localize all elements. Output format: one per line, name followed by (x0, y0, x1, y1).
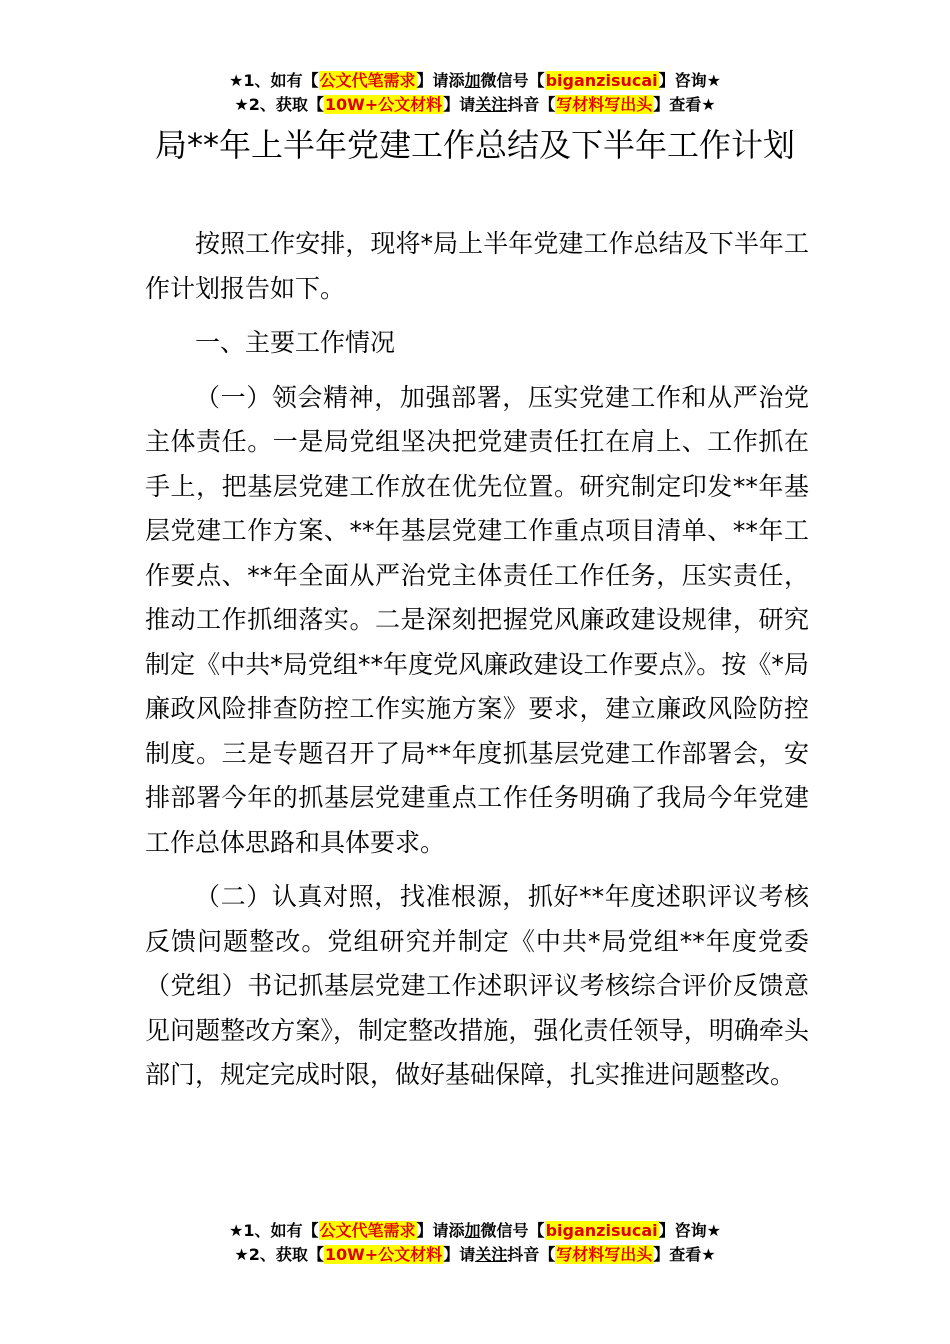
banner-text: 关注 (475, 1245, 508, 1264)
banner-text: ★2、获取【 (234, 95, 324, 114)
highlight-materials: 10W+公文材料 (324, 95, 443, 114)
intro-paragraph: 按照工作安排，现将*局上半年党建工作总结及下半年工作计划报告如下。 (145, 229, 809, 303)
section-heading: 一、主要工作情况 (195, 328, 396, 357)
banner-line-2 (0, 1244, 950, 1268)
highlight-douyin-account: 写材料写出头 (556, 1245, 653, 1264)
banner-text: 】请 (443, 1245, 476, 1264)
footer-banner (0, 1220, 950, 1268)
banner-text: 抖音【 (507, 1245, 556, 1264)
banner-line-2 (0, 94, 950, 118)
highlight-service: 公文代笔需求 (319, 71, 416, 90)
banner-text: 】咨询★ (658, 71, 721, 90)
banner-text: 】查看★ (653, 1245, 716, 1264)
banner-text: 微信号【 (480, 1221, 545, 1240)
banner-text: 】请 (443, 95, 476, 114)
banner-text: 】请添 (416, 71, 465, 90)
highlight-materials: 10W+公文材料 (324, 1245, 443, 1264)
banner-text: 】咨询★ (658, 1221, 721, 1240)
highlight-wechat-id: biganzisucai (545, 71, 658, 90)
banner-line-1 (0, 1220, 950, 1244)
banner-text: ★1、如有【 (229, 1221, 319, 1240)
header-banner (0, 70, 950, 118)
banner-text: 抖音【 (507, 95, 556, 114)
banner-text: 加 (464, 71, 481, 90)
highlight-wechat-id: biganzisucai (545, 1221, 658, 1240)
document-title: 局**年上半年党建工作总结及下半年工作计划 (154, 126, 795, 164)
banner-text: ★2、获取【 (234, 1245, 324, 1264)
highlight-douyin-account: 写材料写出头 (556, 95, 653, 114)
paragraph-1: （一）领会精神，加强部署，压实党建工作和从严治党主体责任。一是局党组坚决把党建责任扛在肩上、工作抓在手上，把基层党建工作放在优先位置。研究制定印发**年基层党建工作方案、**年基层党建工作重点项目清单、**年工作要点、**年全面从严治党主体责任工作任务，压实责任，推动工作抓细落实。二是深刻把握党风廉政建设规律，研究制定《中共*局党组**年度党风廉政建设工作要点》。按《*局廉政风险排查防控工作实施方案》要求，建立廉政风险防控制度。三是专题召开了局**年度抓基层党建工作部署会，安排部署今年的抓基层党建重点工作任务明确了我局今年党建工作总体思路和具体要求。 (145, 382, 809, 857)
banner-text: 】查看★ (653, 95, 716, 114)
paragraph-2: （二）认真对照，找准根源，抓好**年度述职评议考核反馈问题整改。党组研究并制定《中共*局党组**年度党委（党组）书记抓基层党建工作述职评议考核综合评价反馈意见问题整改方案》，制定整改措施，强化责任领导，明确牵头部门，规定完成时限，做好基础保障，扎实推进问题整改。 (145, 882, 809, 1089)
banner-text: 】请添 (416, 1221, 465, 1240)
banner-text: 加 (464, 1221, 481, 1240)
banner-text: 关注 (475, 95, 508, 114)
banner-line-1 (0, 70, 950, 94)
document-body (145, 222, 809, 1108)
banner-text: 微信号【 (480, 71, 545, 90)
highlight-service: 公文代笔需求 (319, 1221, 416, 1240)
banner-text: ★1、如有【 (229, 71, 319, 90)
